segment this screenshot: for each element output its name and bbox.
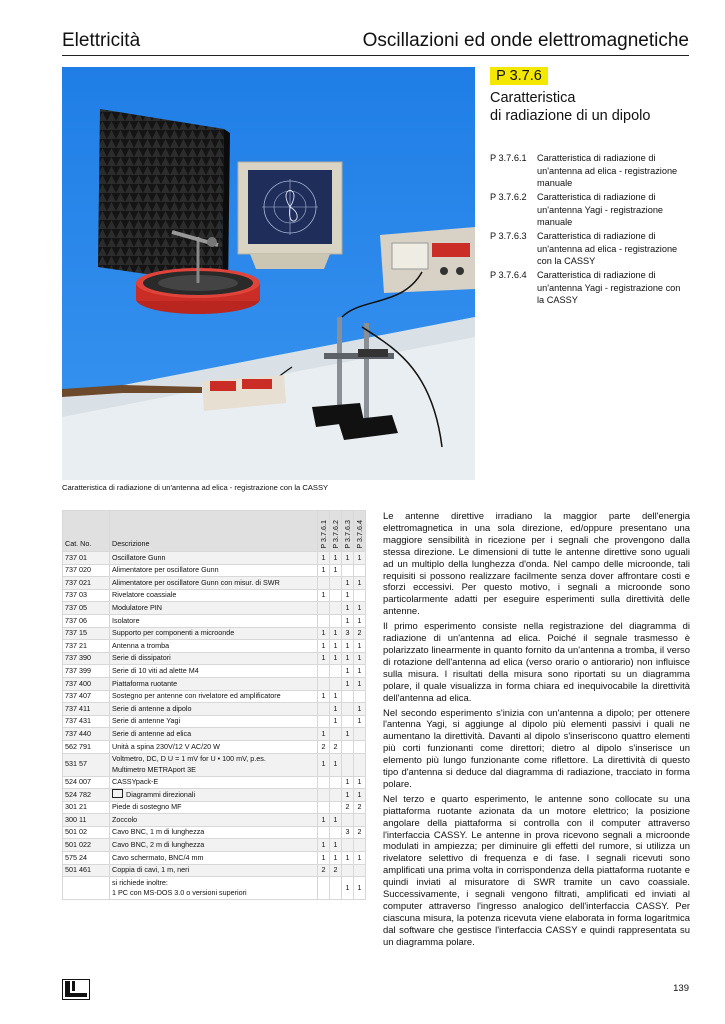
cell-description-line2: Multimetro METRAport 3E	[112, 764, 196, 774]
cell-quantity-p37662	[330, 826, 342, 839]
cell-description	[110, 740, 318, 753]
cell-quantity-p37662: 2	[330, 740, 342, 753]
cell-catno: 301 21	[63, 801, 110, 814]
table-row	[63, 640, 366, 653]
chapter-title: Oscillazioni ed onde elettromagnetiche	[362, 30, 689, 51]
cell-quantity-p37664: 1	[354, 552, 366, 565]
paragraph: Nel terzo e quarto esperimento, le antenne sono collocate su una piattaforma ruotante azionata da un motore elettrico; la posizione angolare della piattaforma si controlla con il computer attraverso l'interfaccia CASSY. Le antenne in prova ricevono segnali a microonde modulati in ampiezza; per diminuire gli effetti del rumore, si utilizza un rivelatore selettivo di frequenza e di fase. I segnali ricevuti sono amplificati una prima volta in corrispondenza della piattaforma ruotante e quindi inviati al misuratore di SWR tramite un cavo coassiale. Successivamente, i segnali vengono filtrati, amplificati ed inviati al computer attraverso l'ingresso analogico dell'interfaccia CASSY. Per ciascuna misura, la potenza ricevuta viene elaborata in forma logaritmica dal software che gestisce l'interfaccia CASSY e quindi rappresentata su un diagramma polare.	[383, 793, 690, 948]
col-header-p3762-label: P 3.7.6.2	[331, 520, 340, 549]
cell-quantity-p37661: 1	[318, 640, 330, 653]
paragraph: Nel secondo esperimento s'inizia con un'antenna a dipolo; per ottenere l'antenna Yagi, si aggiunge al dipolo più elementi passivi i quali ne aumentano la direttività. Davanti al dipolo s'inseriscono quattro elementi più corti funzionanti come direttori; dietro al dipolo s'inserisce un elemento più lungo funzionante come riflettore. La direttività di questo tipo d'antenna si deduce dal diagramma di radiazione, tracciato in forma polare.	[383, 707, 690, 790]
experiment-item-code: P 3.7.6.2	[490, 192, 527, 203]
cell-quantity-p37663: 1	[342, 614, 354, 627]
cell-quantity-p37664: 1	[354, 577, 366, 590]
table-row	[63, 690, 366, 703]
cell-description	[110, 703, 318, 716]
cell-quantity-p37663: 1	[342, 677, 354, 690]
cell-catno	[63, 877, 110, 900]
cell-catno: 737 440	[63, 728, 110, 741]
cell-quantity-p37662: 1	[330, 552, 342, 565]
cell-description	[110, 614, 318, 627]
table-row	[63, 801, 366, 814]
cell-quantity-p37664: 1	[354, 602, 366, 615]
table-row	[63, 852, 366, 865]
table-row	[63, 814, 366, 827]
cell-catno: 737 01	[63, 552, 110, 565]
cell-catno: 737 020	[63, 564, 110, 577]
table-row	[63, 589, 366, 602]
cell-description-text: Cavo BNC, 2 m di lunghezza	[112, 840, 205, 850]
cell-catno: 737 06	[63, 614, 110, 627]
col-header-p3761	[318, 511, 330, 552]
cell-quantity-p37664: 1	[354, 715, 366, 728]
cell-description-text: Cavo BNC, 1 m di lunghezza	[112, 827, 205, 837]
col-header-p3763	[342, 511, 354, 552]
cell-description-text: Antenna a tromba	[112, 640, 170, 650]
cell-catno: 737 03	[63, 589, 110, 602]
cell-quantity-p37664	[354, 864, 366, 877]
cell-quantity-p37661	[318, 826, 330, 839]
cell-description-text: Alimentatore per oscillatore Gunn con misur. di SWR	[112, 577, 280, 587]
col-header-p3761-label: P 3.7.6.1	[319, 520, 328, 549]
table-row	[63, 839, 366, 852]
cell-description-text: Unità a spina 230V/12 V AC/20 W	[112, 741, 220, 751]
cell-quantity-p37664: 2	[354, 627, 366, 640]
cell-description-text: CASSYpack-E	[112, 777, 159, 787]
cell-quantity-p37664: 1	[354, 776, 366, 789]
table-row	[63, 864, 366, 877]
cell-quantity-p37663: 1	[342, 852, 354, 865]
cell-quantity-p37663	[342, 564, 354, 577]
cell-quantity-p37661: 1	[318, 589, 330, 602]
cell-quantity-p37662	[330, 589, 342, 602]
cell-quantity-p37662: 2	[330, 864, 342, 877]
cell-quantity-p37663	[342, 703, 354, 716]
cell-quantity-p37663: 1	[342, 789, 354, 802]
cell-catno: 524 782	[63, 789, 110, 802]
figure-caption: Caratteristica di radiazione di un'antenna ad elica - registrazione con la CASSY	[62, 483, 329, 492]
experiment-title	[490, 89, 650, 125]
cell-quantity-p37661	[318, 776, 330, 789]
cell-quantity-p37664	[354, 753, 366, 776]
experiment-list-item	[490, 269, 690, 307]
cell-description	[110, 864, 318, 877]
cell-description	[110, 877, 318, 900]
cell-quantity-p37662: 1	[330, 814, 342, 827]
cell-quantity-p37662: 1	[330, 640, 342, 653]
cell-catno: 501 461	[63, 864, 110, 877]
cell-catno: 737 05	[63, 602, 110, 615]
experiment-item-text: Caratteristica di radiazione di un'antenna Yagi - registrazione manuale	[537, 192, 664, 228]
cell-quantity-p37664	[354, 740, 366, 753]
table-header-row	[63, 511, 366, 552]
cell-description-text: Serie di dissipatori	[112, 653, 171, 663]
cell-description	[110, 690, 318, 703]
experiment-item-code: P 3.7.6.4	[490, 270, 527, 281]
cell-quantity-p37664: 2	[354, 826, 366, 839]
body-text	[383, 511, 690, 952]
experiment-title-line2: di radiazione di un dipolo	[490, 108, 651, 124]
cell-catno: 575 24	[63, 852, 110, 865]
cell-quantity-p37661: 1	[318, 728, 330, 741]
cell-description	[110, 801, 318, 814]
cell-quantity-p37661: 1	[318, 814, 330, 827]
cell-quantity-p37663	[342, 864, 354, 877]
table-row	[63, 728, 366, 741]
cell-catno: 737 21	[63, 640, 110, 653]
cell-description-text: Diagrammi direzionali	[126, 790, 196, 800]
cell-quantity-p37664: 1	[354, 677, 366, 690]
page-number: 139	[673, 983, 689, 994]
experiment-item-code: P 3.7.6.3	[490, 231, 527, 242]
table-row	[63, 740, 366, 753]
cell-quantity-p37662	[330, 728, 342, 741]
cell-catno: 737 15	[63, 627, 110, 640]
cell-description	[110, 776, 318, 789]
cell-description-text: Isolatore	[112, 615, 140, 625]
cell-quantity-p37663	[342, 839, 354, 852]
cell-quantity-p37664	[354, 690, 366, 703]
cell-quantity-p37662	[330, 577, 342, 590]
table-row	[63, 552, 366, 565]
cell-description-text: Alimentatore per oscillatore Gunn	[112, 565, 219, 575]
cell-catno: 524 007	[63, 776, 110, 789]
experiment-list	[490, 152, 690, 308]
cell-description	[110, 789, 318, 802]
cell-quantity-p37663	[342, 715, 354, 728]
cell-quantity-p37662: 1	[330, 715, 342, 728]
cell-quantity-p37661	[318, 614, 330, 627]
cell-description	[110, 627, 318, 640]
cell-description	[110, 852, 318, 865]
cell-description-text: Piattaforma ruotante	[112, 678, 178, 688]
cell-description-text: Serie di antenne Yagi	[112, 716, 181, 726]
cell-quantity-p37663: 1	[342, 640, 354, 653]
table-row	[63, 677, 366, 690]
cell-description-text: Rivelatore coassiale	[112, 590, 177, 600]
cell-quantity-p37661: 2	[318, 740, 330, 753]
cell-catno: 531 57	[63, 753, 110, 776]
cell-catno: 300 11	[63, 814, 110, 827]
cell-description	[110, 589, 318, 602]
cell-quantity-p37664: 1	[354, 665, 366, 678]
cell-description	[110, 814, 318, 827]
table-row	[63, 665, 366, 678]
cell-quantity-p37661: 2	[318, 864, 330, 877]
cell-quantity-p37663	[342, 740, 354, 753]
table-row	[63, 776, 366, 789]
cell-description-text: Modulatore PIN	[112, 602, 162, 612]
table-row	[63, 753, 366, 776]
cell-description-text: Serie di 10 viti ad alette M4	[112, 665, 199, 675]
cell-description	[110, 602, 318, 615]
cell-catno: 737 407	[63, 690, 110, 703]
experiment-item-text: Caratteristica di radiazione di un'antenna ad elica - registrazione con la CASSY	[537, 231, 678, 267]
cell-quantity-p37662	[330, 776, 342, 789]
cell-quantity-p37661	[318, 665, 330, 678]
cell-quantity-p37664: 1	[354, 789, 366, 802]
paragraph: Il primo esperimento consiste nella registrazione del diagramma di radiazione di un'antenna ad elica. Poiché il segnale trasmesso è polarizzato linearmente in quanto fornito da un'antenna a tromba, il verso di rotazione dell'antenna ad elica (verso orario o antiorario) non influisce sulla misura. I risultati della misura sono riportati su un diagramma polare, il quale visualizza in forma chiara ed inequivocabile la direttività dell'antenna ad elica.	[383, 621, 690, 704]
cell-quantity-p37661: 1	[318, 627, 330, 640]
cell-catno: 737 431	[63, 715, 110, 728]
col-header-description: Descrizione	[110, 511, 318, 552]
cell-quantity-p37661: 1	[318, 552, 330, 565]
cell-quantity-p37663: 1	[342, 665, 354, 678]
cell-description	[110, 728, 318, 741]
cell-description-text: Cavo schermato, BNC/4 mm	[112, 852, 204, 862]
cell-description-text: Piede di sostegno MF	[112, 802, 182, 812]
cell-quantity-p37662: 1	[330, 627, 342, 640]
cell-quantity-p37661: 1	[318, 690, 330, 703]
cell-quantity-p37664: 1	[354, 614, 366, 627]
cell-description-line2: 1 PC con MS-DOS 3.0 o versioni superiori	[112, 888, 247, 898]
table-row	[63, 789, 366, 802]
experiment-photo	[62, 67, 475, 480]
table-row	[63, 577, 366, 590]
cell-quantity-p37661: 1	[318, 564, 330, 577]
experiment-title-line1: Caratteristica	[490, 90, 576, 106]
cell-quantity-p37662: 1	[330, 852, 342, 865]
col-header-p3764-label: P 3.7.6.4	[355, 520, 364, 549]
cell-quantity-p37663: 1	[342, 602, 354, 615]
software-disk-icon	[112, 789, 123, 798]
cell-quantity-p37662	[330, 789, 342, 802]
cell-catno: 562 791	[63, 740, 110, 753]
col-header-p3764	[354, 511, 366, 552]
cell-quantity-p37663: 3	[342, 627, 354, 640]
cell-quantity-p37662: 1	[330, 690, 342, 703]
cell-quantity-p37663	[342, 690, 354, 703]
cell-description	[110, 677, 318, 690]
equipment-table	[62, 510, 366, 900]
table-row	[63, 826, 366, 839]
table-row	[63, 877, 366, 900]
cell-quantity-p37664	[354, 728, 366, 741]
cell-quantity-p37664: 2	[354, 801, 366, 814]
cell-description	[110, 652, 318, 665]
cell-description	[110, 715, 318, 728]
cell-quantity-p37662	[330, 801, 342, 814]
experiment-list-item	[490, 152, 690, 190]
cell-catno: 737 400	[63, 677, 110, 690]
experiment-item-text: Caratteristica di radiazione di un'antenna ad elica - registrazione manuale	[537, 153, 678, 189]
cell-description	[110, 552, 318, 565]
cell-quantity-p37662: 1	[330, 703, 342, 716]
cell-quantity-p37662: 1	[330, 564, 342, 577]
cell-quantity-p37661	[318, 703, 330, 716]
cell-description-line1: si richiede inoltre:	[112, 877, 168, 887]
table-row	[63, 715, 366, 728]
cell-quantity-p37663: 3	[342, 826, 354, 839]
cell-description-text: Supporto per componenti a microonde	[112, 628, 235, 638]
cell-quantity-p37664: 1	[354, 852, 366, 865]
table-row	[63, 602, 366, 615]
cell-quantity-p37661: 1	[318, 852, 330, 865]
cell-quantity-p37664: 1	[354, 640, 366, 653]
cell-description-text: Serie di antenne a dipolo	[112, 703, 192, 713]
leybold-logo	[62, 979, 90, 1000]
cell-quantity-p37663: 1	[342, 577, 354, 590]
cell-description	[110, 564, 318, 577]
cell-description	[110, 577, 318, 590]
cell-quantity-p37662: 1	[330, 753, 342, 776]
table-row	[63, 652, 366, 665]
experiment-item-text: Caratteristica di radiazione di un'antenna Yagi - registrazione con la CASSY	[537, 270, 681, 306]
cell-quantity-p37662	[330, 665, 342, 678]
cell-quantity-p37662	[330, 877, 342, 900]
cell-catno: 737 390	[63, 652, 110, 665]
cell-description	[110, 826, 318, 839]
cell-description	[110, 753, 318, 776]
cell-catno: 501 02	[63, 826, 110, 839]
cell-quantity-p37661: 1	[318, 753, 330, 776]
cell-description-text: Coppia di cavi, 1 m, neri	[112, 865, 190, 875]
cell-quantity-p37663	[342, 814, 354, 827]
cell-quantity-p37664	[354, 589, 366, 602]
cell-quantity-p37662: 1	[330, 839, 342, 852]
cell-catno: 737 021	[63, 577, 110, 590]
cell-quantity-p37661	[318, 602, 330, 615]
cell-description	[110, 665, 318, 678]
cell-description	[110, 839, 318, 852]
cell-description-line1: Voltmetro, DC, D U = 1 mV for U • 100 mV, p.es.	[112, 754, 266, 764]
cell-description-text: Sostegno per antenne con rivelatore ed amplificatore	[112, 691, 281, 701]
cell-description-text: Serie di antenne ad elica	[112, 728, 192, 738]
paragraph: Le antenne direttive irradiano la maggior parte dell'energia elettromagnetica in una sola direzione, ed/oppure presentano una maggiore sensibilità in ricezione per i segnali che provengono dalla stessa direzione. Le dimensioni di tutte le antenne direttive sono uguali ad un multiplo della lunghezza d'onda. Nel campo delle microonde, tali requisiti si possono realizzare facilmente senza dover affrontare costi e sforzi eccessivi. Per questo motivo, i segnali a microonde sono particolarmente adatti per eseguire esperimenti sulla direttività delle antenne.	[383, 511, 690, 618]
experiment-item-code: P 3.7.6.1	[490, 153, 527, 163]
col-header-p3763-label: P 3.7.6.3	[343, 520, 352, 549]
cell-quantity-p37661	[318, 677, 330, 690]
section-title: Elettricità	[62, 30, 141, 51]
cell-quantity-p37662	[330, 677, 342, 690]
cell-description-text: Zoccolo	[112, 814, 138, 824]
cell-quantity-p37661	[318, 715, 330, 728]
cell-catno: 737 411	[63, 703, 110, 716]
cell-quantity-p37662	[330, 602, 342, 615]
experiment-code-badge: P 3.7.6	[490, 67, 548, 85]
cell-quantity-p37661: 1	[318, 839, 330, 852]
cell-quantity-p37663: 1	[342, 652, 354, 665]
cell-quantity-p37663: 1	[342, 728, 354, 741]
experiment-list-item	[490, 230, 690, 268]
cell-quantity-p37663	[342, 753, 354, 776]
cell-quantity-p37664: 1	[354, 703, 366, 716]
cell-quantity-p37663: 1	[342, 589, 354, 602]
cell-quantity-p37663: 1	[342, 552, 354, 565]
cell-quantity-p37664	[354, 564, 366, 577]
header-rule	[62, 55, 689, 56]
cell-quantity-p37664	[354, 814, 366, 827]
cell-quantity-p37663: 1	[342, 877, 354, 900]
cell-description	[110, 640, 318, 653]
cell-catno: 737 399	[63, 665, 110, 678]
col-header-catno: Cat. No.	[63, 511, 110, 552]
cell-quantity-p37664: 1	[354, 652, 366, 665]
col-header-p3762	[330, 511, 342, 552]
cell-catno: 501 022	[63, 839, 110, 852]
cell-quantity-p37662	[330, 614, 342, 627]
experiment-list-item	[490, 191, 690, 229]
cell-description-text: Oscillatore Gunn	[112, 552, 166, 562]
cell-quantity-p37661	[318, 789, 330, 802]
cell-quantity-p37662: 1	[330, 652, 342, 665]
cell-quantity-p37664: 1	[354, 877, 366, 900]
cell-quantity-p37661	[318, 877, 330, 900]
cell-quantity-p37664	[354, 839, 366, 852]
cell-quantity-p37661	[318, 801, 330, 814]
table-row	[63, 564, 366, 577]
cell-quantity-p37663: 2	[342, 801, 354, 814]
table-row	[63, 703, 366, 716]
table-row	[63, 627, 366, 640]
cell-quantity-p37663: 1	[342, 776, 354, 789]
cell-quantity-p37661	[318, 577, 330, 590]
table-row	[63, 614, 366, 627]
cell-quantity-p37661: 1	[318, 652, 330, 665]
